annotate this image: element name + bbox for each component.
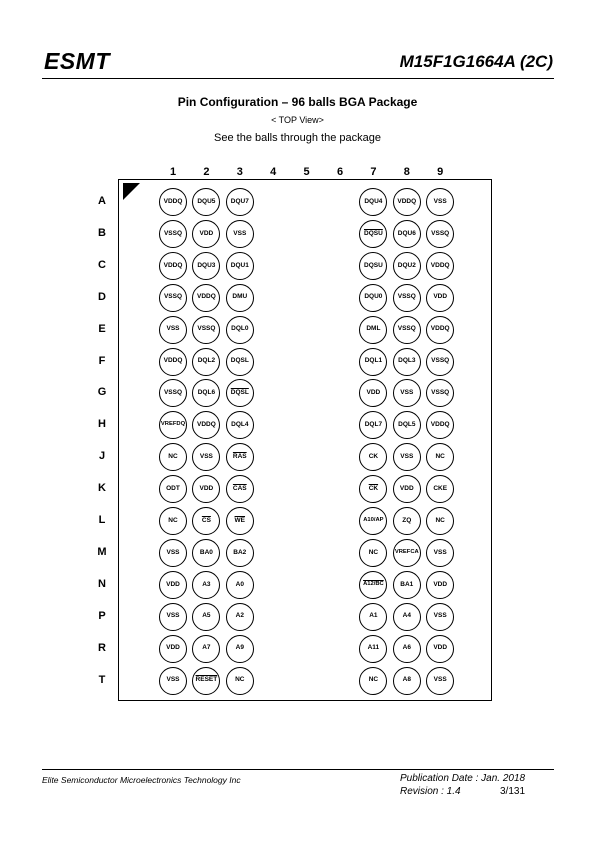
ball-F1 bbox=[159, 348, 187, 376]
ball-label: VDDQ bbox=[197, 293, 216, 301]
ball-label: DQU2 bbox=[397, 261, 416, 269]
ball-label: VSS bbox=[400, 389, 414, 397]
ball-label: VDDQ bbox=[163, 261, 183, 269]
row-header: M bbox=[97, 545, 107, 558]
header-divider bbox=[42, 78, 554, 79]
ball-H8 bbox=[393, 411, 421, 439]
ball-label: VDDQ bbox=[197, 421, 216, 429]
ball-G3 bbox=[226, 379, 254, 407]
ball-label: $\overline{RAS}$ bbox=[232, 452, 247, 460]
ball-label: A8 bbox=[402, 676, 411, 684]
ball-label: VSS bbox=[166, 612, 180, 620]
ball-label: VDDQ bbox=[163, 197, 183, 205]
ball-label: VDD bbox=[199, 484, 214, 492]
ball-label: A1 bbox=[369, 612, 378, 620]
ball-label: DQU1 bbox=[230, 261, 249, 269]
ball-label: VDD bbox=[433, 293, 448, 301]
ball-F8 bbox=[393, 348, 421, 376]
ball-N3 bbox=[226, 571, 254, 599]
row-header: N bbox=[98, 577, 106, 590]
ball-label: A6 bbox=[402, 644, 411, 652]
ball-E3 bbox=[226, 316, 254, 344]
ball-N8 bbox=[393, 571, 421, 599]
row-header: A bbox=[98, 195, 106, 207]
column-header: 6 bbox=[336, 166, 344, 178]
ball-label: A4 bbox=[402, 612, 411, 620]
ball-label: DQU4 bbox=[364, 197, 383, 205]
column-header: 8 bbox=[403, 166, 410, 178]
ball-label: CK bbox=[368, 452, 379, 460]
ball-T2 bbox=[192, 667, 220, 695]
ball-label: VSSQ bbox=[397, 293, 416, 301]
ball-label: A2 bbox=[235, 612, 244, 620]
ball-L9 bbox=[426, 507, 454, 535]
ball-label: A5 bbox=[202, 612, 211, 620]
ball-R3 bbox=[226, 635, 254, 663]
ball-label: DQU5 bbox=[197, 197, 216, 205]
ball-label: VSS bbox=[166, 325, 180, 333]
ball-label: NC bbox=[235, 676, 245, 684]
row-header: J bbox=[98, 450, 106, 463]
column-header: 1 bbox=[169, 166, 177, 178]
ball-label: VSS bbox=[433, 548, 447, 556]
ball-M3 bbox=[226, 539, 254, 567]
ball-P2 bbox=[192, 603, 220, 631]
ball-label: A7 bbox=[202, 644, 211, 652]
ball-F3 bbox=[226, 348, 254, 376]
row-header: D bbox=[98, 290, 106, 303]
ball-D9 bbox=[426, 284, 454, 312]
ball-label: DQL0 bbox=[231, 325, 249, 333]
ball-label: $\overline{CS}$ bbox=[201, 516, 211, 524]
ball-R2 bbox=[192, 635, 220, 663]
ball-label: $\overline{CAS}$ bbox=[232, 484, 247, 492]
ball-T1 bbox=[159, 667, 187, 695]
ball-label: DQL6 bbox=[197, 389, 216, 397]
ball-label: A11 bbox=[367, 644, 380, 652]
ball-label: DQSU bbox=[364, 229, 383, 237]
ball-D7 bbox=[359, 284, 387, 312]
ball-D2 bbox=[192, 284, 220, 312]
footer-divider bbox=[42, 769, 554, 770]
ball-C1 bbox=[159, 252, 187, 280]
ball-label: A0 bbox=[235, 580, 244, 588]
ball-label: NC bbox=[168, 452, 178, 460]
footer-publication-date: Publication Date : Jan. 2018 bbox=[400, 773, 526, 784]
ball-label: ZQ bbox=[402, 516, 412, 524]
ball-label: DQSL bbox=[230, 357, 249, 365]
ball-K3 bbox=[226, 475, 254, 503]
column-header: 3 bbox=[236, 166, 243, 178]
ball-C3 bbox=[226, 252, 254, 280]
ball-label: ODT bbox=[166, 484, 180, 492]
row-header: L bbox=[98, 514, 106, 526]
ball-label: BA0 bbox=[199, 548, 213, 556]
ball-T7 bbox=[359, 667, 387, 695]
ball-A9 bbox=[426, 188, 454, 216]
ball-T9 bbox=[426, 667, 454, 695]
column-header: 2 bbox=[203, 166, 210, 178]
row-header: P bbox=[98, 609, 106, 622]
ball-label: VDD bbox=[199, 229, 214, 237]
ball-label: VSSQ bbox=[397, 325, 416, 333]
row-header: T bbox=[98, 673, 106, 686]
ball-P7 bbox=[359, 603, 387, 631]
ball-label: DML bbox=[366, 325, 381, 333]
ball-label: VSS bbox=[433, 676, 447, 684]
ball-R1 bbox=[159, 635, 187, 663]
ball-K8 bbox=[393, 475, 421, 503]
ball-label: RESET bbox=[195, 676, 218, 684]
pin1-marker-icon bbox=[123, 183, 140, 200]
ball-E7 bbox=[359, 316, 387, 344]
view-subtitle: < TOP View> bbox=[271, 115, 324, 125]
ball-label: VSS bbox=[433, 197, 447, 205]
ball-label: DQSU bbox=[364, 261, 383, 269]
ball-J3 bbox=[226, 443, 254, 471]
ball-C2 bbox=[192, 252, 220, 280]
ball-label: VDDQ bbox=[430, 325, 450, 333]
company-logo: ESMT bbox=[44, 48, 110, 74]
ball-label: A9 bbox=[235, 644, 244, 652]
ball-R7 bbox=[359, 635, 387, 663]
page-title: Pin Configuration – 96 balls BGA Package bbox=[177, 95, 418, 109]
ball-P3 bbox=[226, 603, 254, 631]
ball-label: VSSQ bbox=[163, 293, 183, 301]
column-header: 9 bbox=[437, 166, 444, 178]
ball-label: VREFDQ bbox=[160, 421, 186, 428]
ball-label: DQL7 bbox=[364, 421, 383, 429]
ball-M9 bbox=[426, 539, 454, 567]
ball-F9 bbox=[426, 348, 454, 376]
ball-label: VSS bbox=[433, 612, 447, 620]
ball-C9 bbox=[426, 252, 454, 280]
ball-label: VSSQ bbox=[163, 229, 183, 237]
ball-P8 bbox=[393, 603, 421, 631]
ball-label: VDDQ bbox=[430, 261, 450, 269]
ball-label: $\overline{CK}$ bbox=[368, 484, 379, 492]
ball-E8 bbox=[393, 316, 421, 344]
ball-label: NC bbox=[368, 676, 379, 684]
ball-G8 bbox=[393, 379, 421, 407]
ball-label: NC bbox=[435, 516, 445, 524]
ball-M8 bbox=[393, 539, 421, 567]
ball-label: VDD bbox=[366, 389, 381, 397]
ball-A3 bbox=[226, 188, 254, 216]
ball-N1 bbox=[159, 571, 187, 599]
ball-label: $\overline{WE}$ bbox=[234, 516, 246, 524]
ball-label: VSS bbox=[233, 229, 247, 237]
ball-D8 bbox=[393, 284, 421, 312]
ball-B1 bbox=[159, 220, 187, 248]
ball-R8 bbox=[393, 635, 421, 663]
ball-label: VDD bbox=[433, 644, 448, 652]
ball-label: VSSQ bbox=[431, 389, 450, 397]
ball-N2 bbox=[192, 571, 220, 599]
ball-P1 bbox=[159, 603, 187, 631]
ball-label: A10/AP bbox=[363, 517, 384, 524]
ball-label: DMU bbox=[232, 293, 248, 301]
ball-E9 bbox=[426, 316, 454, 344]
ball-F2 bbox=[192, 348, 220, 376]
ball-D1 bbox=[159, 284, 187, 312]
footer-revision: Revision : 1.4 bbox=[400, 786, 461, 797]
ball-label: VDDQ bbox=[430, 421, 450, 429]
column-header: 4 bbox=[270, 166, 277, 178]
column-header: 5 bbox=[303, 166, 310, 178]
ball-label: DQL2 bbox=[197, 357, 216, 365]
ball-L1 bbox=[159, 507, 187, 535]
ball-N9 bbox=[426, 571, 454, 599]
ball-label: NC bbox=[435, 452, 445, 460]
ball-label: DQU6 bbox=[397, 229, 416, 237]
ball-label: VDD bbox=[166, 580, 180, 588]
row-header: K bbox=[98, 482, 106, 495]
ball-label: VSSQ bbox=[197, 325, 216, 333]
ball-label: VREFCA bbox=[394, 548, 419, 555]
ball-label: DQU3 bbox=[197, 261, 216, 269]
ball-label: VSS bbox=[400, 452, 414, 460]
ball-label: VSSQ bbox=[431, 229, 450, 237]
ball-H3 bbox=[226, 411, 254, 439]
ball-M1 bbox=[159, 539, 187, 567]
row-header: E bbox=[98, 322, 106, 335]
ball-label: DQU0 bbox=[364, 293, 383, 301]
ball-F7 bbox=[359, 348, 387, 376]
row-header: B bbox=[98, 226, 106, 239]
ball-label: VSS bbox=[166, 548, 180, 556]
ball-C7 bbox=[359, 252, 387, 280]
ball-B9 bbox=[426, 220, 454, 248]
ball-K1 bbox=[159, 475, 187, 503]
ball-label: NC bbox=[168, 516, 178, 524]
row-header: R bbox=[98, 641, 106, 654]
ball-N7 bbox=[359, 571, 387, 599]
ball-label: VSSQ bbox=[431, 357, 450, 365]
ball-label: DQSL bbox=[230, 389, 249, 397]
ball-label: A3 bbox=[202, 580, 211, 588]
part-number: M15F1G1664A (2C) bbox=[399, 52, 553, 71]
ball-D3 bbox=[226, 284, 254, 312]
ball-label: VSSQ bbox=[163, 389, 183, 397]
ball-label: DQL1 bbox=[364, 357, 383, 365]
ball-R9 bbox=[426, 635, 454, 663]
ball-label: VSS bbox=[166, 676, 180, 684]
ball-label: NC bbox=[368, 548, 379, 556]
ball-A1 bbox=[159, 188, 187, 216]
ball-label: VDDQ bbox=[163, 357, 183, 365]
ball-label: CKE bbox=[433, 484, 448, 492]
view-note: See the balls through the package bbox=[214, 132, 381, 144]
ball-B3 bbox=[226, 220, 254, 248]
ball-A8 bbox=[393, 188, 421, 216]
row-header: G bbox=[97, 386, 107, 399]
ball-J8 bbox=[393, 443, 421, 471]
ball-label: VSS bbox=[199, 452, 213, 460]
ball-T8 bbox=[393, 667, 421, 695]
ball-label: VDD bbox=[433, 580, 448, 588]
row-header: H bbox=[98, 418, 106, 431]
ball-E1 bbox=[159, 316, 187, 344]
ball-C8 bbox=[393, 252, 421, 280]
ball-label: DQL3 bbox=[398, 357, 416, 365]
ball-T3 bbox=[226, 667, 254, 695]
ball-B8 bbox=[393, 220, 421, 248]
ball-label: DQU7 bbox=[230, 197, 249, 205]
ball-label: DQL5 bbox=[398, 421, 416, 429]
ball-label: BA2 bbox=[233, 548, 247, 556]
ball-label: DQL4 bbox=[231, 421, 249, 429]
ball-label: VDDQ bbox=[397, 197, 417, 205]
ball-L3 bbox=[226, 507, 254, 535]
ball-L8 bbox=[393, 507, 421, 535]
footer-company: Elite Semiconductor Microelectronics Technology Inc bbox=[42, 775, 241, 785]
row-header: F bbox=[98, 354, 106, 367]
column-header: 7 bbox=[370, 166, 377, 178]
ball-label: VDD bbox=[166, 644, 180, 652]
ball-J1 bbox=[159, 443, 187, 471]
ball-label: VDD bbox=[399, 484, 414, 492]
row-header: C bbox=[98, 258, 106, 271]
ball-label: A12/BC bbox=[363, 580, 384, 587]
ball-label: BA1 bbox=[400, 580, 414, 588]
ball-E2 bbox=[192, 316, 220, 344]
ball-P9 bbox=[426, 603, 454, 631]
footer-page-number: 3/131 bbox=[500, 786, 526, 797]
